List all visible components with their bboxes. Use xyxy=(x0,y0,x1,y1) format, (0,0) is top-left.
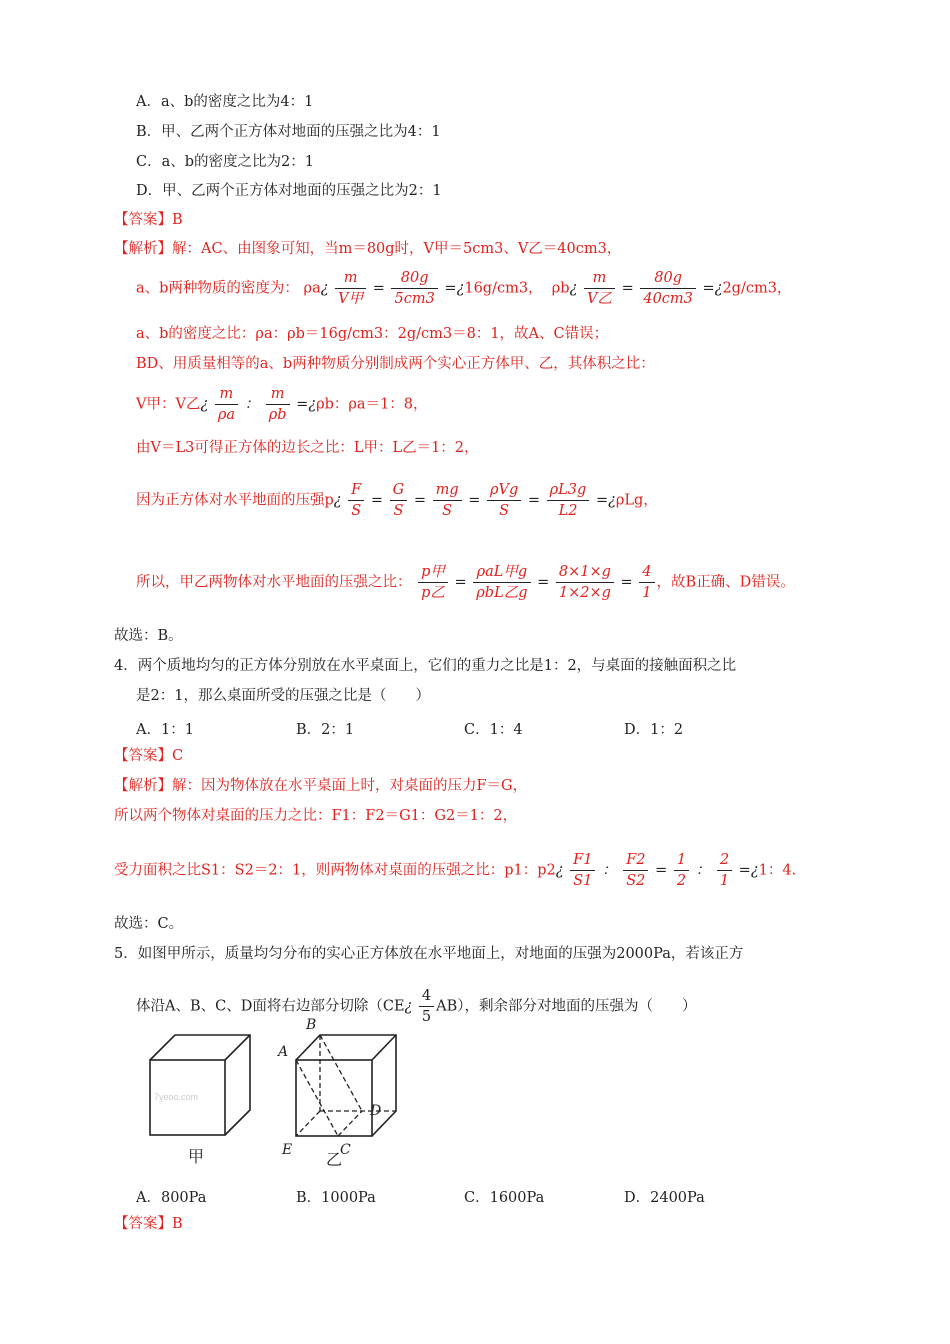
inv-q: ¿ xyxy=(714,280,723,297)
eq: = xyxy=(595,492,609,509)
eq: = xyxy=(738,862,751,879)
inv-q: ¿ xyxy=(333,492,342,509)
q3-bd-line: BD、用质量相等的a、b两种物质分别制成两个实心正方体甲、乙，其体积之比： xyxy=(136,356,655,372)
point-b: B xyxy=(306,1017,317,1033)
q5-answer-line xyxy=(114,1214,183,1234)
frac-m-rhob xyxy=(266,384,290,425)
q3-option-b: B．甲、乙两个正方体对地面的压强之比为4：1 xyxy=(136,124,441,140)
frac-num: G xyxy=(390,480,408,501)
stem-suffix: AB），剩余部分对地面的压强为（ ） xyxy=(436,998,697,1015)
answer-tag: 【答案】 xyxy=(114,212,172,228)
point-c: C xyxy=(340,1142,351,1158)
rho-b-label: ρb xyxy=(551,280,570,297)
point-a: A xyxy=(278,1044,289,1060)
q3-option-c: C．a、b的密度之比为2：1 xyxy=(136,154,314,170)
eq: = xyxy=(296,396,309,413)
frac-den: V甲 xyxy=(338,291,364,307)
analysis-text: 解：因为物体放在水平桌面上时，对桌面的压力F＝G， xyxy=(172,778,528,794)
eq: = xyxy=(468,492,481,509)
cube-jia-edge xyxy=(225,1035,250,1060)
analysis-tag: 【解析】 xyxy=(114,778,172,794)
colon: ： xyxy=(695,862,711,879)
frac-f1-s1 xyxy=(570,850,595,891)
answer-value: B xyxy=(172,1216,183,1232)
answer-tag: 【答案】 xyxy=(114,1216,172,1232)
frac-g-s xyxy=(390,480,408,521)
frac-den: ρb xyxy=(268,407,287,423)
eq: = xyxy=(372,280,385,297)
eq: = xyxy=(621,280,634,297)
q5-stem-line1: 5．如图甲所示，质量均匀分布的实心正方体放在水平地面上，对地面的压强为2000Pa，若该正方 xyxy=(114,946,744,962)
eq: = xyxy=(537,574,550,591)
frac-num: 80g xyxy=(640,268,696,289)
q4-option-b: B．2：1 xyxy=(296,722,355,738)
eq: = xyxy=(655,862,668,879)
analysis-text: 解：AC、由图象可知，当m＝80g时，V甲＝5cm3、V乙＝40cm3， xyxy=(172,241,622,257)
frac-den: 5cm3 xyxy=(394,291,435,307)
watermark: 7yeoo.com xyxy=(154,1092,199,1102)
frac-numeric xyxy=(556,562,614,603)
eq: = xyxy=(454,574,467,591)
q5-option-a: A．800Pa xyxy=(136,1190,207,1206)
volume-prefix: V甲：V乙 xyxy=(136,396,201,413)
frac-num: m xyxy=(215,384,238,405)
rho-a-label: ρa xyxy=(303,280,321,297)
q3-conclusion: 故选：B。 xyxy=(114,628,183,644)
q3-option-d: D．甲、乙两个正方体对地面的压强之比为2：1 xyxy=(136,183,442,199)
q4-analysis-line2: 所以两个物体对桌面的压力之比：F1：F2＝G1：G2＝1：2， xyxy=(114,808,518,824)
frac-den: S xyxy=(442,503,453,519)
inv-q: ¿ xyxy=(200,396,209,413)
inv-q: ¿ xyxy=(750,862,759,879)
q4-option-a: A．1：1 xyxy=(136,722,194,738)
answer-value: C xyxy=(172,748,184,764)
q4-conclusion: 故选：C。 xyxy=(114,916,184,932)
pressure-ratio-suffix: 1：4. xyxy=(758,862,797,879)
frac-den: 5 xyxy=(421,1009,432,1025)
frac-num: m xyxy=(266,384,290,405)
inv-q: ¿ xyxy=(320,280,329,297)
eq: = xyxy=(413,492,426,509)
frac-m-rhoa xyxy=(215,384,238,425)
frac-num: m xyxy=(584,268,615,289)
colon: ： xyxy=(602,862,617,879)
frac-den: S1 xyxy=(573,873,593,889)
frac-80-5 xyxy=(391,268,437,309)
eq: = xyxy=(444,280,457,297)
frac-f-s xyxy=(348,480,364,521)
frac-den: S xyxy=(499,503,510,519)
frac-num: p甲 xyxy=(418,562,448,583)
frac-num: mg xyxy=(433,480,462,501)
q5-stem-line2 xyxy=(136,986,697,1027)
q3-ratio-pressure-line xyxy=(136,562,795,603)
q3-edge-line: 由V＝L3可得正方体的边长之比：L甲：L乙＝1：2， xyxy=(136,440,479,456)
frac-num: ρaL甲g xyxy=(473,562,530,583)
frac-pjia-pyi xyxy=(418,562,448,603)
density-prefix: a、b两种物质的密度为： xyxy=(136,280,299,297)
frac-num: m xyxy=(335,268,366,289)
cut-bd xyxy=(320,1035,362,1111)
frac-2-1 xyxy=(717,850,732,891)
frac-1-2 xyxy=(674,850,689,891)
q4-analysis-line1 xyxy=(114,776,527,796)
frac-rhovg-s xyxy=(487,480,521,521)
q4-stem-line1: 4．两个质地均匀的正方体分别放在水平桌面上，它们的重力之比是1：2，与桌面的接触面积之比 xyxy=(114,658,737,674)
frac-num: ρVg xyxy=(487,480,521,501)
hidden-depth xyxy=(296,1111,320,1136)
frac-mg-s xyxy=(433,480,462,521)
q3-ratio-line: a、b的密度之比：ρa：ρb＝16g/cm3：2g/cm3＝8：1，故A、C错误； xyxy=(136,326,609,342)
frac-den: 40cm3 xyxy=(643,291,693,307)
frac-4-5 xyxy=(419,986,434,1027)
ratio-prefix: 所以，甲乙两物体对水平地面的压强之比： xyxy=(136,574,412,591)
cut-cd xyxy=(338,1111,362,1136)
frac-den: V乙 xyxy=(586,291,612,307)
inv-q: ¿ xyxy=(308,396,317,413)
cube-yi xyxy=(296,1035,396,1136)
ratio-suffix: ，故B正确、D错误。 xyxy=(656,574,795,591)
q4-answer-line xyxy=(114,746,183,766)
colon: ： xyxy=(244,396,260,413)
inv-q: ¿ xyxy=(608,492,616,509)
frac-num: F xyxy=(348,480,364,501)
inv-q: ¿ xyxy=(404,998,413,1015)
analysis-tag: 【解析】 xyxy=(114,241,172,257)
frac-den: p乙 xyxy=(421,585,445,601)
frac-den: ρa xyxy=(217,407,236,423)
q3-density-line xyxy=(136,268,791,309)
fig-label-jia: 甲 xyxy=(188,1147,205,1166)
frac-m-vyi xyxy=(584,268,615,309)
frac-den: S xyxy=(351,503,362,519)
rho-a-result: 16g/cm3， xyxy=(464,280,543,297)
inv-q: ¿ xyxy=(555,862,564,879)
frac-den: 1 xyxy=(642,585,652,601)
frac-num: 1 xyxy=(674,850,689,871)
answer-value: B xyxy=(172,212,183,228)
eq: = xyxy=(370,492,383,509)
q5-option-d: D．2400Pa xyxy=(624,1190,705,1206)
frac-num: 4 xyxy=(639,562,654,583)
q5-option-b: B．1000Pa xyxy=(296,1190,376,1206)
q5-figure xyxy=(140,1017,420,1170)
q4-analysis-line3 xyxy=(114,850,796,891)
point-e: E xyxy=(282,1142,293,1158)
answer-tag: 【答案】 xyxy=(114,748,172,764)
frac-num: 8×1×g xyxy=(556,562,614,583)
frac-den: 1 xyxy=(719,873,730,889)
rho-b-result: 2g/cm3， xyxy=(722,280,792,297)
pressure-ratio-prefix: 受力面积之比S1：S2＝2：1，则两物体对桌面的压强之比：p1：p2 xyxy=(114,862,556,879)
frac-den: ρbL乙g xyxy=(476,585,528,601)
pressure-prefix: 因为正方体对水平地面的压强p xyxy=(136,492,334,509)
inv-q: ¿ xyxy=(456,280,465,297)
q3-pressure-line xyxy=(136,480,658,521)
cut-ac xyxy=(296,1060,338,1136)
q3-volume-line xyxy=(136,384,428,425)
q3-answer-line xyxy=(114,210,183,230)
frac-4-1 xyxy=(639,562,654,603)
frac-den: 2 xyxy=(676,873,687,889)
cube-jia xyxy=(150,1035,250,1135)
frac-m-vjia xyxy=(335,268,366,309)
frac-num: 2 xyxy=(717,850,732,871)
frac-den: L2 xyxy=(558,503,578,519)
q3-option-a: A．a、b的密度之比为4：1 xyxy=(136,94,314,110)
frac-num: F1 xyxy=(570,850,595,871)
frac-num: 4 xyxy=(419,986,434,1007)
eq: = xyxy=(527,492,541,509)
q4-stem-line2: 是2：1，那么桌面所受的压强之比是（ ） xyxy=(136,688,430,704)
fig-label-yi: 乙 xyxy=(326,1150,343,1169)
frac-rhol xyxy=(473,562,530,603)
frac-f2-s2 xyxy=(623,850,648,891)
frac-den: S2 xyxy=(626,873,646,889)
frac-80-40 xyxy=(640,268,696,309)
frac-num: ρL3g xyxy=(547,480,590,501)
frac-num: F2 xyxy=(623,850,648,871)
frac-rhol3g-l2 xyxy=(547,480,590,521)
q4-option-c: C．1：4 xyxy=(464,722,523,738)
stem-prefix: 体沿A、B、C、D面将右边部分切除（CE xyxy=(136,998,405,1015)
point-d: D xyxy=(370,1103,382,1119)
eq: = xyxy=(702,280,715,297)
frac-den: S xyxy=(393,503,404,519)
frac-den: 1×2×g xyxy=(558,585,611,601)
q3-analysis-line1 xyxy=(114,239,621,259)
q4-option-d: D．1：2 xyxy=(624,722,684,738)
cube-yi-edge xyxy=(372,1035,396,1060)
inv-q: ¿ xyxy=(569,280,578,297)
frac-num: 80g xyxy=(391,268,437,289)
volume-suffix: ρb：ρa＝1：8， xyxy=(316,396,428,413)
pressure-suffix: ρLg， xyxy=(615,492,658,509)
eq: = xyxy=(620,574,633,591)
q5-option-c: C．1600Pa xyxy=(464,1190,545,1206)
